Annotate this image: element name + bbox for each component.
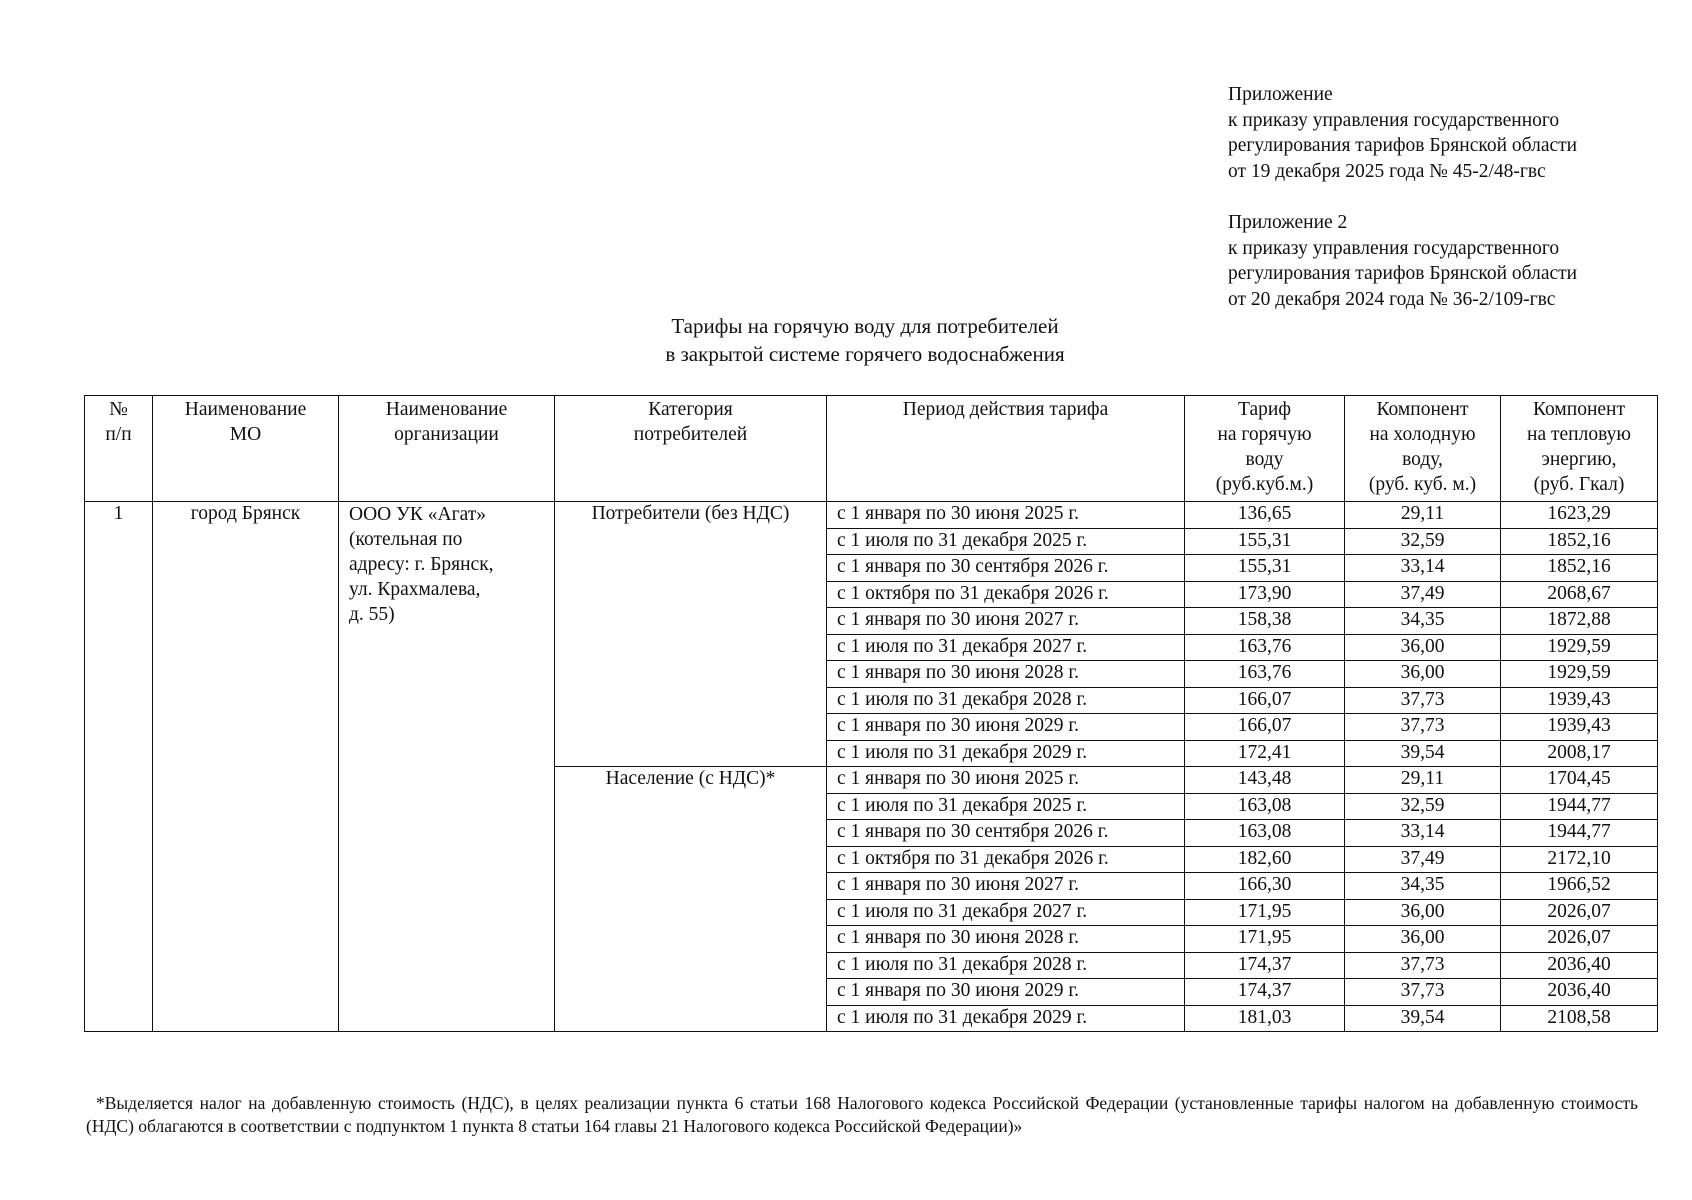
annex-line: к приказу управления государственного (1228, 109, 1560, 131)
header-category (555, 396, 827, 502)
title-line: Тарифы на горячую воду для потребителей (671, 314, 1059, 338)
cold-water-component: 33,14 (1345, 820, 1501, 847)
cold-water-component: 29,11 (1345, 502, 1501, 529)
organization-line: д. 55) (349, 604, 395, 625)
hot-water-tariff: 166,07 (1185, 714, 1345, 741)
organization-name (339, 502, 555, 1032)
cold-water-component: 37,73 (1345, 714, 1501, 741)
hot-water-tariff: 163,76 (1185, 634, 1345, 661)
header-line: № (109, 399, 128, 420)
tariff-period: с 1 июля по 31 декабря 2028 г. (827, 687, 1185, 714)
cold-water-component: 37,73 (1345, 979, 1501, 1006)
heat-energy-component: 1939,43 (1501, 687, 1658, 714)
hot-water-tariff: 143,48 (1185, 767, 1345, 794)
header-line: на тепловую (1527, 424, 1631, 445)
cold-water-component: 36,00 (1345, 899, 1501, 926)
annex-line: регулирования тарифов Брянской области (1228, 263, 1578, 284)
annex-previous-order (1228, 210, 1577, 312)
cold-water-component: 37,49 (1345, 846, 1501, 873)
row-number: 1 (85, 502, 153, 1032)
footnote: *Выделяется налог на добавленную стоимость (НДС), в целях реализации пункта 6 статьи 168 Налогового кодекса Российской Федерации (установленные тарифы налогом на добавленную стоимость (НДС) облагаются в соответствии с подпунктом 1 пункта 8 статьи 164 главы 21 Налогового кодекса Российской Федерации)» (86, 1093, 1638, 1136)
annex-line: Приложение (1228, 84, 1333, 105)
header-heat-component (1501, 396, 1658, 502)
tariff-period: с 1 июля по 31 декабря 2027 г. (827, 899, 1185, 926)
heat-energy-component: 1852,16 (1501, 528, 1658, 555)
hot-water-tariff: 182,60 (1185, 846, 1345, 873)
header-mo (153, 396, 339, 502)
cold-water-component: 36,00 (1345, 634, 1501, 661)
tariff-period: с 1 июля по 31 декабря 2029 г. (827, 1005, 1185, 1032)
municipality-name: город Брянск (153, 502, 339, 1032)
title-line: в закрытой системе горячего водоснабжения (665, 342, 1065, 366)
heat-energy-component: 2068,67 (1501, 581, 1658, 608)
cold-water-component: 32,59 (1345, 793, 1501, 820)
hot-water-tariff: 174,37 (1185, 979, 1345, 1006)
cold-water-component: 37,49 (1345, 581, 1501, 608)
header-line: (руб. куб. м.) (1368, 474, 1477, 495)
cold-water-component: 32,59 (1345, 528, 1501, 555)
annex-line: от 19 декабря 2025 года № 45-2/48-гвс (1228, 160, 1546, 182)
heat-energy-component: 1944,77 (1501, 820, 1658, 847)
header-line: (руб. Гкал) (1533, 474, 1625, 495)
heat-energy-component: 2026,07 (1501, 926, 1658, 953)
heat-energy-component: 1929,59 (1501, 634, 1658, 661)
organization-line: ул. Крахмалева, (349, 579, 481, 600)
header-line: Период действия тарифа (902, 399, 1109, 420)
hot-water-tariff: 171,95 (1185, 899, 1345, 926)
tariff-period: с 1 октября по 31 декабря 2026 г. (827, 846, 1185, 873)
tariff-period: с 1 июля по 31 декабря 2029 г. (827, 740, 1185, 767)
heat-energy-component: 2026,07 (1501, 899, 1658, 926)
heat-energy-component: 1872,88 (1501, 608, 1658, 635)
cold-water-component: 36,00 (1345, 926, 1501, 953)
header-line: Компонент (1376, 399, 1469, 420)
hot-water-tariff: 163,08 (1185, 793, 1345, 820)
header-line: Тариф (1238, 399, 1291, 420)
tariff-period: с 1 января по 30 сентября 2026 г. (827, 820, 1185, 847)
hot-water-tariff: 172,41 (1185, 740, 1345, 767)
tariff-period: с 1 января по 30 июня 2028 г. (827, 926, 1185, 953)
heat-energy-component: 2036,40 (1501, 979, 1658, 1006)
header-num (85, 396, 153, 502)
tariff-period: с 1 января по 30 июня 2027 г. (827, 608, 1185, 635)
hot-water-tariff: 136,65 (1185, 502, 1345, 529)
tariff-period: с 1 января по 30 июня 2027 г. (827, 873, 1185, 900)
hot-water-tariff: 163,76 (1185, 661, 1345, 688)
cold-water-component: 37,73 (1345, 952, 1501, 979)
cold-water-component: 37,73 (1345, 687, 1501, 714)
document-title (440, 312, 1290, 368)
cold-water-component: 39,54 (1345, 740, 1501, 767)
heat-energy-component: 1623,29 (1501, 502, 1658, 529)
organization-line: (котельная по (349, 529, 463, 550)
heat-energy-component: 2172,10 (1501, 846, 1658, 873)
heat-energy-component: 1704,45 (1501, 767, 1658, 794)
consumer-category: Население (с НДС)* (555, 767, 827, 1032)
tariff-period: с 1 октября по 31 декабря 2026 г. (827, 581, 1185, 608)
tariff-period: с 1 января по 30 июня 2028 г. (827, 661, 1185, 688)
header-cold-component (1345, 396, 1501, 502)
header-line: п/п (105, 424, 132, 445)
organization-line: адресу: г. Брянск, (349, 554, 494, 575)
heat-energy-component: 1966,52 (1501, 873, 1658, 900)
organization-line: ООО УК «Агат» (349, 504, 487, 525)
tariff-table (84, 395, 1658, 1032)
cold-water-component: 34,35 (1345, 873, 1501, 900)
table-body (85, 502, 1658, 1032)
tariff-period: с 1 января по 30 июня 2029 г. (827, 979, 1185, 1006)
annex-line: к приказу управления государственного (1228, 237, 1560, 259)
header-line: на холодную (1369, 424, 1476, 445)
tariff-period: с 1 июля по 31 декабря 2027 г. (827, 634, 1185, 661)
header-line: Категория (648, 399, 733, 420)
cold-water-component: 33,14 (1345, 555, 1501, 582)
header-line: Компонент (1533, 399, 1625, 420)
header-line: на горячую (1217, 424, 1312, 445)
header-org (339, 396, 555, 502)
annex-line: регулирования тарифов Брянской области (1228, 135, 1578, 156)
heat-energy-component: 1939,43 (1501, 714, 1658, 741)
hot-water-tariff: 166,30 (1185, 873, 1345, 900)
header-tariff (1185, 396, 1345, 502)
header-period (827, 396, 1185, 502)
header-line: МО (229, 424, 262, 445)
hot-water-tariff: 158,38 (1185, 608, 1345, 635)
cold-water-component: 34,35 (1345, 608, 1501, 635)
table-row (85, 502, 1658, 529)
hot-water-tariff: 181,03 (1185, 1005, 1345, 1032)
consumer-category: Потребители (без НДС) (555, 502, 827, 767)
heat-energy-component: 2036,40 (1501, 952, 1658, 979)
annex-current-order (1228, 82, 1577, 184)
hot-water-tariff: 155,31 (1185, 555, 1345, 582)
heat-energy-component: 2008,17 (1501, 740, 1658, 767)
cold-water-component: 39,54 (1345, 1005, 1501, 1032)
annex-line: от 20 декабря 2024 года № 36-2/109-гвс (1228, 288, 1556, 310)
annex-line: Приложение 2 (1228, 212, 1348, 233)
tariff-period: с 1 июля по 31 декабря 2025 г. (827, 528, 1185, 555)
tariff-period: с 1 января по 30 июня 2025 г. (827, 767, 1185, 794)
cold-water-component: 29,11 (1345, 767, 1501, 794)
header-line: воду, (1402, 449, 1443, 470)
cold-water-component: 36,00 (1345, 661, 1501, 688)
tariff-period: с 1 января по 30 июня 2029 г. (827, 714, 1185, 741)
hot-water-tariff: 173,90 (1185, 581, 1345, 608)
hot-water-tariff: 171,95 (1185, 926, 1345, 953)
heat-energy-component: 1929,59 (1501, 661, 1658, 688)
hot-water-tariff: 174,37 (1185, 952, 1345, 979)
header-line: (руб.куб.м.) (1215, 474, 1314, 495)
heat-energy-component: 1944,77 (1501, 793, 1658, 820)
tariff-period: с 1 января по 30 июня 2025 г. (827, 502, 1185, 529)
header-line: потребителей (633, 424, 748, 445)
header-line: Наименование (184, 399, 307, 420)
hot-water-tariff: 155,31 (1185, 528, 1345, 555)
table-header-row (85, 396, 1658, 502)
tariff-period: с 1 января по 30 сентября 2026 г. (827, 555, 1185, 582)
hot-water-tariff: 163,08 (1185, 820, 1345, 847)
heat-energy-component: 2108,58 (1501, 1005, 1658, 1032)
tariff-period: с 1 июля по 31 декабря 2025 г. (827, 793, 1185, 820)
heat-energy-component: 1852,16 (1501, 555, 1658, 582)
header-line: воду (1245, 449, 1284, 470)
header-line: организации (394, 424, 499, 445)
hot-water-tariff: 166,07 (1185, 687, 1345, 714)
header-line: энергию, (1541, 449, 1617, 470)
header-line: Наименование (385, 399, 508, 420)
tariff-period: с 1 июля по 31 декабря 2028 г. (827, 952, 1185, 979)
